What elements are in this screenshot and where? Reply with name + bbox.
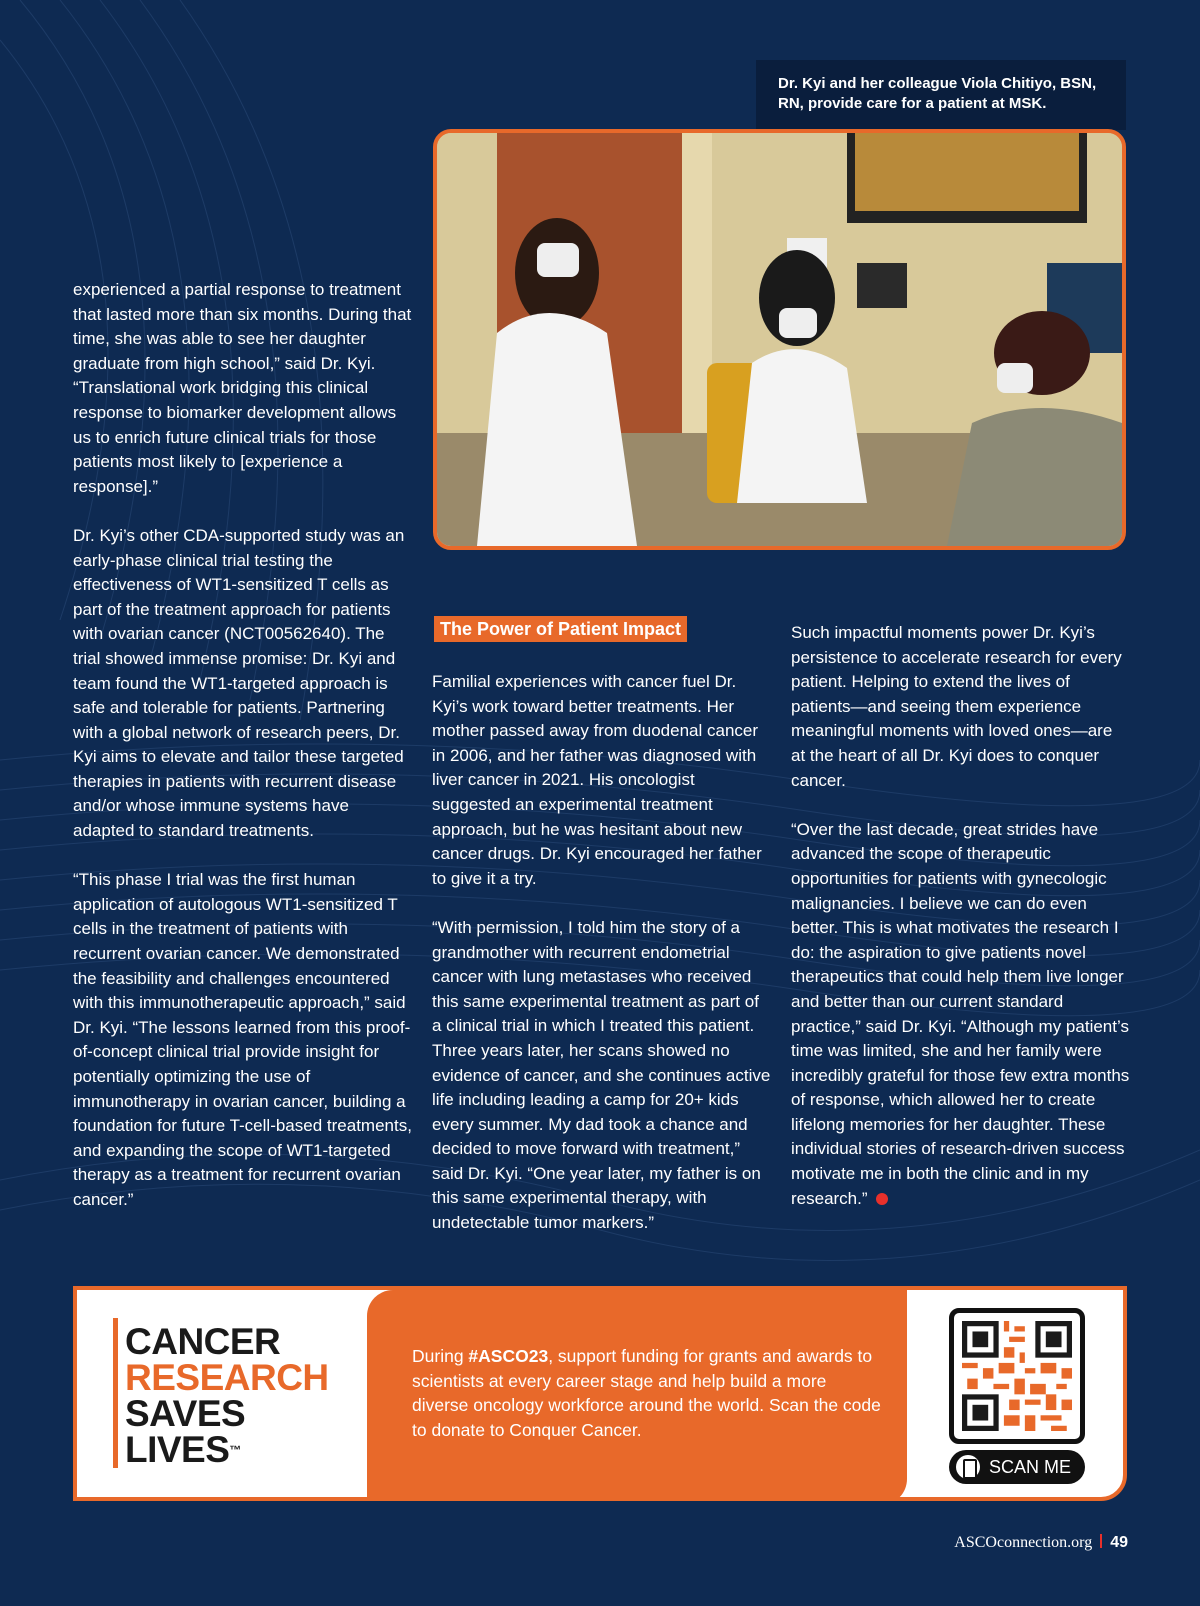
logo-line-cancer: CANCER — [125, 1321, 281, 1362]
qr-code-icon[interactable] — [949, 1308, 1085, 1444]
article-paragraph: “With permission, I told him the story of a grandmother with recurrent endometrial cancer with lung metastases who received this same experimental treatment as part of a clinical trial in which I treated this patient. Three years later, her scans showed no evidence of cancer, and she continues active life including leading a camp for 20+ kids every summer. My dad took a chance and decided to move forward with treatment,” said Dr. Kyi. “One year later, my father is on this same experimental therapy, with undetectable tumor markers.” — [432, 917, 771, 1233]
article-paragraph: “This phase I trial was the first human application of autologous WT1-sensitized T cells in the treatment of patients with recurrent ovarian cancer. We demonstrated the feasibility and challenges encountered with this immunotherapeutic approach,” said Dr. Kyi. “The lessons learned from this proof-of-concept clinical trial provide insight for potentially optimizing the use of immunotherapy in ovarian cancer, building a foundation for future T-cell-based treatments, and expanding the scope of WT1-targeted therapy as a treatment for recurrent ovarian cancer.” — [73, 870, 412, 1209]
banner-text-before: During — [412, 1346, 469, 1366]
article-column-3 — [791, 621, 1131, 1211]
clinic-photo — [433, 129, 1126, 550]
end-of-article-dot-icon — [876, 1193, 888, 1205]
donation-banner — [73, 1286, 1127, 1501]
banner-message — [412, 1344, 882, 1442]
logo-line-saves: SAVES — [125, 1393, 246, 1434]
logo-accent-bar — [113, 1318, 118, 1468]
article-column-1 — [73, 278, 413, 1213]
logo-word-lives: LIVES — [125, 1429, 230, 1470]
scan-me-button[interactable] — [949, 1450, 1085, 1484]
banner-hashtag[interactable]: #ASCO23 — [468, 1346, 549, 1366]
banner-text-after: , support funding for grants and awards to scientists at every career stage and help build a more diverse oncology workforce around the world. Scan the code to donate to Conquer Cancer. — [412, 1346, 881, 1440]
footer-divider — [1100, 1534, 1102, 1548]
article-paragraph: Familial experiences with cancer fuel Dr. Kyi’s work toward better treatments. Her mother passed away from duodenal cancer in 2006, and her father was diagnosed with liver cancer in 2021. His oncologist suggested an experimental treatment approach, but he was hesitant about new cancer drugs. Dr. Kyi encouraged her father to give it a try. — [432, 672, 762, 888]
article-paragraph: Such impactful moments power Dr. Kyi’s persistence to accelerate research for every patient. Helping to extend the lives of patients—and seeing them experience meaningful moments with loved ones—are at the heart of all Dr. Kyi does to conquer cancer. — [791, 623, 1122, 790]
photo-caption: Dr. Kyi and her colleague Viola Chitiyo, BSN, RN, provide care for a patient at MSK. — [756, 60, 1126, 130]
article-paragraph-text: “Over the last decade, great strides have advanced the scope of therapeutic opportunities for patients with gynecologic malignancies. I believe we can do even better. This is what motivates the research I do: the aspiration to give patients novel therapeutics that could help them live longer and better than our current standard practice,” said Dr. Kyi. “Although my patient’s time was limited, she and her family were incredibly grateful for those few extra months of response, which allowed her to create lifelong memories for her daughter. These individual stories of research-driven success motivate me in both the clinic and in my research.” — [791, 819, 1130, 1208]
page-number: 49 — [1110, 1534, 1128, 1551]
scan-me-label: SCAN ME — [989, 1457, 1072, 1477]
section-heading: The Power of Patient Impact — [434, 616, 687, 642]
phone-icon — [956, 1455, 980, 1479]
article-paragraph — [791, 818, 1131, 1212]
page-footer — [954, 1533, 1128, 1553]
logo-line-research: RESEARCH — [125, 1357, 329, 1398]
article-paragraph: Dr. Kyi’s other CDA-supported study was an early-phase clinical trial testing the effectiveness of WT1-sensitized T cells as part of the treatment approach for patients with ovarian cancer (NCT00562640). The trial showed immense promise: Dr. Kyi and team found the WT1-targeted approach is safe and tolerable for patients. Partnering with a global network of research peers, Dr. Kyi aims to elevate and tailor these targeted therapies in patients with recurrent disease and/or whose immune systems have adapted to standard treatments. — [73, 525, 405, 841]
article-column-2 — [432, 670, 772, 1236]
footer-site[interactable]: ASCOconnection.org — [954, 1534, 1093, 1551]
logo-line-lives — [125, 1429, 241, 1470]
trademark-symbol: ™ — [229, 1443, 241, 1457]
article-paragraph: experienced a partial response to treatment that lasted more than six months. During that time, she was able to see her daughter graduate from high school,” said Dr. Kyi. “Translational work bridging this clinical response to biomarker development allows us to enrich future clinical trials for those patients most likely to [experience a response].” — [73, 280, 412, 496]
